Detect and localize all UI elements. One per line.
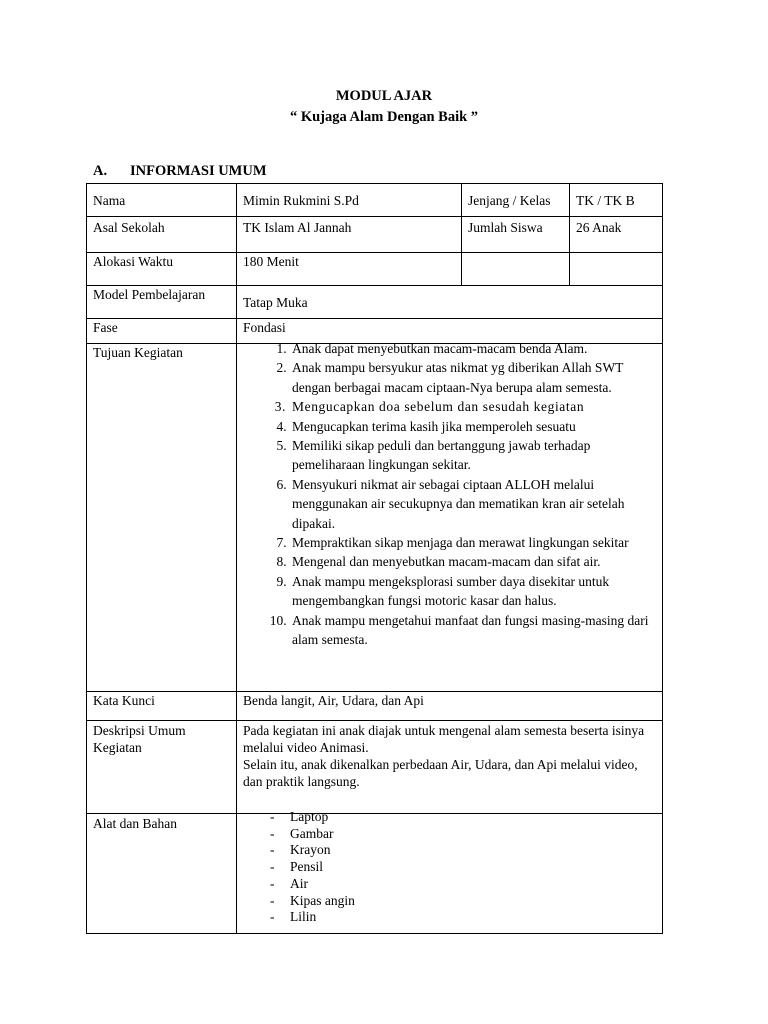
section-number: A. [93, 163, 108, 179]
list-item: 2. Anak mampu bersyukur atas nikmat yg diberikan Allah SWT dengan berbagai macam ciptaan-Nya berupa alam semesta. [290, 358, 658, 397]
deskripsi-label: Deskripsi Umum Kegiatan [87, 721, 237, 814]
table-row-deskripsi [87, 721, 663, 814]
table-row-sekolah [87, 217, 663, 253]
list-item: 5. Memiliki sikap peduli dan bertanggung jawab terhadap pemeliharaan lingkungan sekitar. [290, 436, 658, 475]
deskripsi-paragraph: Selain itu, anak dikenalkan perbedaan Air, Udara, dan Api melalui video, dan praktik langsung. [243, 757, 638, 789]
jenjang-value: TK / TK B [570, 184, 663, 217]
list-item: 3. Mengucapkan doa sebelum dan sesudah kegiatan [290, 397, 658, 416]
list-item: 7. Mempraktikan sikap menjaga dan merawat lingkungan sekitar [290, 533, 658, 552]
tujuan-cell [237, 341, 663, 692]
sekolah-value: TK Islam Al Jannah [237, 217, 462, 253]
list-item: 10. Anak mampu mengetahui manfaat dan fungsi masing-masing dari alam semesta. [290, 611, 658, 650]
alat-list [243, 809, 656, 926]
table-row-kata-kunci [87, 692, 663, 721]
deskripsi-paragraph: Pada kegiatan ini anak diajak untuk mengenal alam semesta beserta isinya melalui video Animasi. [243, 723, 645, 755]
list-item: - Gambar [270, 826, 656, 843]
section-heading [93, 163, 267, 180]
nama-value: Mimin Rukmini S.Pd [237, 184, 462, 217]
table-row-alokasi [87, 253, 663, 286]
deskripsi-cell [237, 721, 663, 814]
document-subtitle: “ Kujaga Alam Dengan Baik ” [289, 109, 479, 125]
fase-value: Fondasi [237, 319, 663, 344]
list-item: - Pensil [270, 859, 656, 876]
list-item: - Kipas angin [270, 893, 656, 910]
list-item: 1. Anak dapat menyebutkan macam-macam benda Alam. [290, 339, 658, 358]
model-value: Tatap Muka [237, 286, 663, 319]
list-item: 6. Mensyukuri nikmat air sebagai ciptaan ALLOH melalui menggunakan air secukupnya dan mematikan kran air setelah dipakai. [290, 475, 658, 533]
list-item: - Krayon [270, 842, 656, 859]
list-item: 9. Anak mampu mengeksplorasi sumber daya disekitar untuk mengembangkan fungsi motoric kasar dan halus. [290, 572, 658, 611]
table-row-nama [87, 184, 663, 217]
table-row-model [87, 286, 663, 319]
alat-label: Alat dan Bahan [87, 814, 237, 934]
tujuan-label: Tujuan Kegiatan [87, 344, 237, 692]
list-item: 4. Mengucapkan terima kasih jika memperoleh sesuatu [290, 417, 658, 436]
table-row-tujuan [87, 344, 663, 692]
kata-kunci-value: Benda langit, Air, Udara, dan Api [237, 692, 663, 721]
table-row-alat [87, 814, 663, 934]
tujuan-list [243, 339, 658, 650]
kata-kunci-label: Kata Kunci [87, 692, 237, 721]
alat-cell [237, 809, 663, 934]
sekolah-label: Asal Sekolah [87, 217, 237, 253]
section-title: INFORMASI UMUM [130, 163, 267, 179]
fase-label: Fase [87, 319, 237, 344]
empty-cell [570, 253, 663, 286]
list-item: - Lilin [270, 909, 656, 926]
info-table [86, 183, 663, 934]
alokasi-value: 180 Menit [237, 253, 462, 286]
jumlah-label: Jumlah Siswa [462, 217, 570, 253]
list-item: - Laptop [270, 809, 656, 826]
alokasi-label: Alokasi Waktu [87, 253, 237, 286]
jenjang-label: Jenjang / Kelas [462, 184, 570, 217]
jumlah-value: 26 Anak [570, 217, 663, 253]
document-title: MODUL AJAR [335, 88, 433, 104]
nama-label: Nama [87, 184, 237, 217]
list-item: 8. Mengenal dan menyebutkan macam-macam dan sifat air. [290, 552, 658, 571]
document-title-block [0, 86, 768, 128]
empty-cell [462, 253, 570, 286]
model-label: Model Pembelajaran [87, 286, 237, 319]
list-item: - Air [270, 876, 656, 893]
